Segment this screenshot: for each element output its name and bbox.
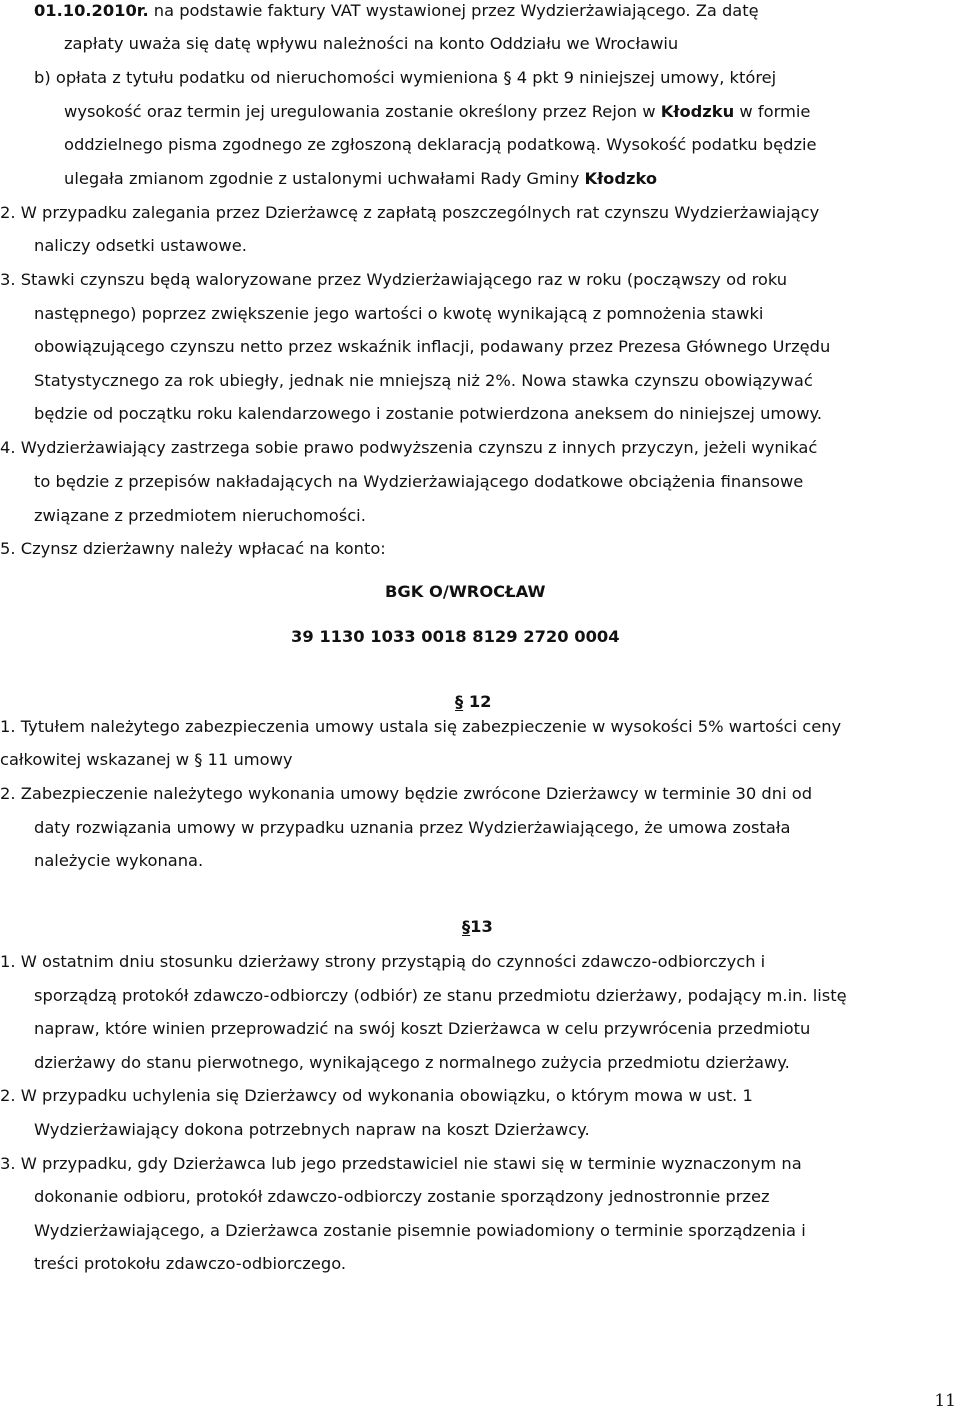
text-line: zapłaty uważa się datę wpływu należności na konto Oddziału we Wrocławiu [64, 34, 679, 53]
paragraph-5-line: 5. Czynsz dzierżawny należy wpłacać na konto: [0, 539, 386, 558]
bank-name: BGK O/WROCŁAW [385, 582, 546, 601]
paragraph-3-line: Statystycznego za rok ubiegły, jednak nie mniejszą niż 2%. Nowa stawka czynszu obowiązywać [34, 371, 813, 390]
paragraph-4-line: związane z przedmiotem nieruchomości. [34, 506, 366, 525]
paragraph-3-line: następnego) poprzez zwiększenie jego wartości o kwotę wynikającą z pomnożenia stawki [34, 304, 764, 323]
section-13-line: treści protokołu zdawczo-odbiorczego. [34, 1254, 347, 1273]
section-13-line: 2. W przypadku uchylenia się Dzierżawcy od wykonania obowiązku, o którym mowa w ust. 1 [0, 1086, 753, 1105]
section-heading-13: §13 [462, 917, 493, 936]
text-line: ulegała zmianom zgodnie z ustalonymi uchwałami Rady Gminy Kłodzko [64, 169, 658, 188]
section-13-line: napraw, które winien przeprowadzić na swój koszt Dzierżawca w celu przywrócenia przedmiotu [34, 1019, 811, 1038]
section-12-line: 1. Tytułem należytego zabezpieczenia umowy ustala się zabezpieczenie w wysokości 5% wartości ceny [0, 717, 842, 736]
section-symbol: § [462, 917, 471, 936]
section-13-line: 3. W przypadku, gdy Dzierżawca lub jego przedstawiciel nie stawi się w terminie wyznaczonym na [0, 1154, 802, 1173]
paragraph-3-line: 3. Stawki czynszu będą waloryzowane przez Wydzierżawiającego raz w roku (począwszy od roku [0, 270, 788, 289]
section-13-line: dokonanie odbioru, protokół zdawczo-odbiorczy zostanie sporządzony jednostronnie przez [34, 1187, 770, 1206]
text-line: wysokość oraz termin jej uregulowania zostanie określony przez Rejon w Kłodzku w formie [64, 102, 811, 121]
paragraph-4-line: 4. Wydzierżawiający zastrzega sobie prawo podwyższenia czynszu z innych przyczyn, jeżeli wynikać [0, 438, 818, 457]
section-12-line: całkowitej wskazanej w § 11 umowy [0, 750, 293, 769]
paragraph-2-line: 2. W przypadku zalegania przez Dzierżawcę z zapłatą poszczególnych rat czynszu Wydzierżawiający [0, 203, 820, 222]
text-line: oddzielnego pisma zgodnego ze zgłoszoną deklaracją podatkową. Wysokość podatku będzie [64, 135, 817, 154]
section-symbol: § [455, 692, 464, 711]
section-13-line: Wydzierżawiający dokona potrzebnych napraw na koszt Dzierżawcy. [34, 1120, 590, 1139]
section-heading-12: § 12 [455, 692, 492, 711]
text-line: 01.10.2010r. na podstawie faktury VAT wystawionej przez Wydzierżawiającego. Za datę [34, 1, 759, 20]
paragraph-4-line: to będzie z przepisów nakładających na Wydzierżawiającego dodatkowe obciążenia finansowe [34, 472, 804, 491]
paragraph-2-line: naliczy odsetki ustawowe. [34, 236, 247, 255]
account-number: 39 1130 1033 0018 8129 2720 0004 [291, 627, 620, 646]
page-number: 11 [934, 1391, 956, 1411]
section-13-line: Wydzierżawiającego, a Dzierżawca zostanie pisemnie powiadomiony o terminie sporządzenia i [34, 1221, 806, 1240]
section-12-line: daty rozwiązania umowy w przypadku uznania przez Wydzierżawiającego, że umowa została [34, 818, 791, 837]
paragraph-3-line: będzie od początku roku kalendarzowego i zostanie potwierdzona aneksem do niniejszej umowy. [34, 404, 823, 423]
date: 01.10.2010r. [34, 1, 149, 20]
paragraph-3-line: obowiązującego czynszu netto przez wskaźnik inflacji, podawany przez Prezesa Głównego Urzędu [34, 337, 831, 356]
text-line: b) opłata z tytułu podatku od nieruchomości wymieniona § 4 pkt 9 niniejszej umowy, której [34, 68, 777, 87]
section-13-line: dzierżawy do stanu pierwotnego, wynikającego z normalnego zużycia przedmiotu dzierżawy. [34, 1053, 790, 1072]
section-12-line: należycie wykonana. [34, 851, 204, 870]
section-12-line: 2. Zabezpieczenie należytego wykonania umowy będzie zwrócone Dzierżawcy w terminie 30 dni od [0, 784, 813, 803]
section-13-line: sporządzą protokół zdawczo-odbiorczy (odbiór) ze stanu przedmiotu dzierżawy, podający m.in. listę [34, 986, 847, 1005]
section-13-line: 1. W ostatnim dniu stosunku dzierżawy strony przystąpią do czynności zdawczo-odbiorczych i [0, 952, 766, 971]
